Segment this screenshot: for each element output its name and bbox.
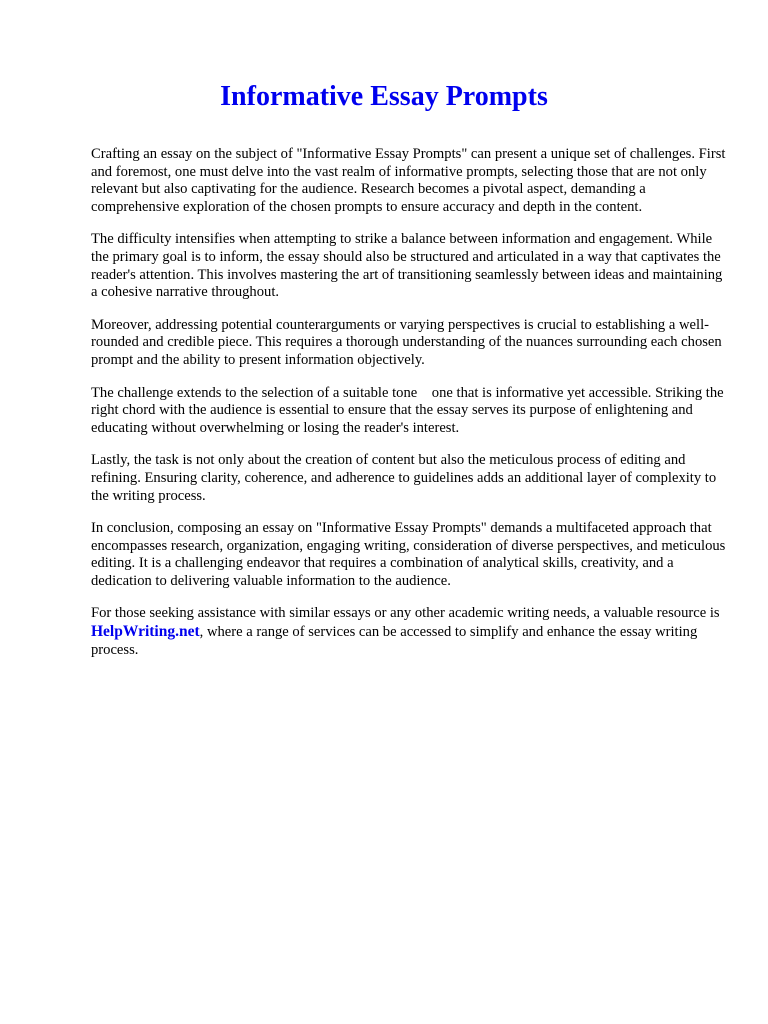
paragraph-7-before: For those seeking assistance with similar essays or any other academic writing needs, a valuable resource is	[91, 605, 720, 622]
paragraph-7-after: , where a range of services can be accessed to simplify and enhance the essay writing process.	[91, 624, 698, 658]
paragraph-6: In conclusion, composing an essay on "Informative Essay Prompts" demands a multifaceted approach that encompasses research, organization, engaging writing, consideration of diverse perspectives, and meticulous editing. It is a challenging endeavor that requires a combination of analytical skills, creativity, and a dedication to delivering valuable information to the audience.	[91, 520, 726, 589]
paragraph-3: Moreover, addressing potential counterarguments or varying perspectives is crucial to establishing a well-rounded and credible piece. This requires a thorough understanding of the nuances surrounding each chosen prompt and the ability to present information objectively.	[91, 316, 722, 368]
paragraph-7	[91, 605, 731, 659]
paragraph-1: Crafting an essay on the subject of "Informative Essay Prompts" can present a unique set of challenges. First and foremost, one must delve into the vast realm of informative prompts, selecting those that are not only relevant but also captivating for the audience. Research becomes a pivotal aspect, demanding a comprehensive exploration of the chosen prompts to ensure accuracy and depth in the content.	[91, 146, 726, 215]
document-title: Informative Essay Prompts	[220, 81, 548, 112]
paragraph-2: The difficulty intensifies when attempting to strike a balance between information and engagement. While the primary goal is to inform, the essay should also be structured and articulated in a way that captivates the reader's attention. This involves mastering the art of transitioning seamlessly between ideas and maintaining a cohesive narrative throughout.	[91, 231, 723, 301]
document-body	[91, 146, 731, 674]
paragraph-4: The challenge extends to the selection of a suitable tone one that is informative yet accessible. Striking the right chord with the audience is essential to ensure that the essay serves its purpose of enlightening and educating without overwhelming or losing the reader's interest.	[91, 384, 728, 436]
paragraph-5: Lastly, the task is not only about the creation of content but also the meticulous process of editing and refining. Ensuring clarity, coherence, and adherence to guidelines adds an additional layer of complexity to the writing process.	[91, 452, 717, 504]
helpwriting-link[interactable]: HelpWriting.net	[91, 623, 200, 641]
